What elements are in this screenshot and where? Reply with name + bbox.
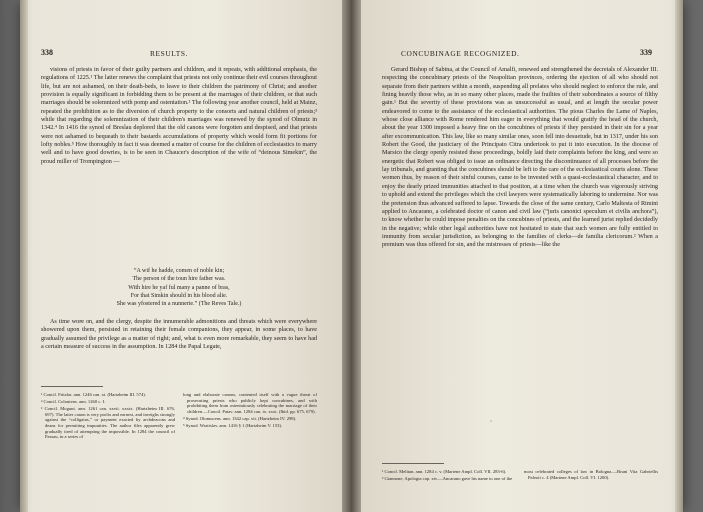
footnote-item: ⁴ Synod. Olomucens. ann. 1342 cap. vii. (Hartzheim IV. 298). (183, 415, 297, 421)
verse-line: “A wif he hadde, comen of noble kin; (133, 268, 225, 274)
footnote-item: most celebrated colleges of law in Bologna.—Bruni Vita Gabriellis Paleoti c. 4 (Martene Ampl. Coll. VI. 1200). (524, 469, 658, 480)
left-running-head: RESULTS. (150, 49, 188, 58)
footnote-item: ¹ Concil. Fritzlar. ann. 1246 can. xi. (Hartzheim III. 574). (41, 392, 146, 397)
book-gutter (342, 0, 361, 512)
footnote-item: ² Concil. Coloniens. ann. 1260 c. I. (41, 399, 106, 405)
footnote-item: ² Giannone, Apologia cap. xiv.—Ancarano gave his name to one of the (382, 476, 513, 482)
left-body-paragraph-2 (41, 318, 317, 351)
footnote-item: ¹ Concil. Melitan. ann. 1284 c. v. (Martene Ampl. Coll. VII. 283-6). (382, 469, 507, 474)
verse-line: The person of the toun hire father was. (132, 276, 226, 283)
right-body-paragraph-1 (382, 66, 658, 250)
left-paragraph-1-text: visions of priests in favor of their guilty partners and children, and it repeats, with additional emphasis, the regulations of 1225.¹ The latter renews the complaint that priests not only continue their evil courses throughout life, but are not ashamed, on their death-beds, to leave to their children the patrimony of Christ; and another provision is equally significant in forbidding them to be present at the marriages of their children, or that such marriages should be solemnized with pomp and ostentation.² The following year another council, held at Mainz, repeated the prohibition as to the diversion of church property to the consorts and natural children of priests;³ while that regarding the solemnization of their children's marriages was renewed by the synod of Olmutz in 1342.⁴ In 1416 the synod of Breslau deplored that the old canons were forgotten and despised, and that priests were not ashamed to bequeath to their bastards accumulations of property which would form fit portions for lofty nobles.⁵ How thoroughly in fact it was deemed a matter of course for the children of ecclesiastics to marry well and to have good dowries, is to be seen in Chaucer's description of the wife of “deinous Simekin”, the proud miller of Trompington — (41, 67, 317, 165)
paper-speck (490, 420, 492, 422)
right-page-edge (675, 0, 683, 512)
left-footnotes (41, 392, 317, 504)
verse-line: She was yfostered in a nunnerie.” (The Reves Tale.) (116, 301, 242, 308)
right-footnotes (382, 469, 658, 509)
footnote-item: long and elaborate canons, contented itself with a vague threat of prosecuting priests who publicly kept concubines, and with prohibiting them from ostentatiously celebrating the marriage of their children.—Concil. Patav. ann. 1284 can. ix. xxxi. (Ibid. pp. 675, 679). (183, 392, 317, 414)
right-paragraph-1-text: Gerard Bishop of Sabina, at the Council of Amalfi, renewed and strengthened the decretals of Alexander III. respecting the concubinary priests of the Neapolitan provinces, ordering the ejection of all who should not separate from their partners within a month, suspending all prelates who should neglect to enforce the rule, and fining heavily those who, as in so many other places, made the frailties of their subordinates a source of filthy gain.¹ But the severity of these provisions was as unsuccessful as usual, and at length the secular power endeavored to come to the assistance of the ecclesiastical authorities. The pious Charles the Lame of Naples, whose close alliance with Rome rendered him eager in everything that would gratify the head of the church, about the year 1300 imposed a heavy fine on the concubines of priests if they persisted in their sin for a year after excommunication. This law, like so many similar ones, soon fell into desuetude, but in 1317, under his son Robert the Good, the justiciary of the Principato Citra undertook to put it into execution. In the diocese of Marsico the clergy openly resisted these proceedings, boldly laid their complaints before the king, and were so energetic that Robert was obliged to issue an ordinance directing the discontinuance of all processes before the lay tribunals, and granting that the concubines should be left to the care of the ecclesiastical courts alone. These women thus, by reason of their sinful courses, came to be invested with a quasi-ecclesiastical character, and to enjoy the dearly prized immunities attached to that position, at a time when the church was vigorously striving to uphold and extend the privileges which the civil lawyers were systematically laboring to undermine. Nor was the pretension thus advanced suffered to lapse. Towards the close of the same century, Carlo Maltesta of Rimini applied to Ancarano, a celebrated doctor of canon and civil law (“juris canonici speculum et civilis anchora”), to know whether he could impose penalties on the concubines of priests, and the learned jurist replied decidedly in the negative; while other legal authorities have not hesitated to state that such women are fully entitled to immunity from secular jurisdiction, as belonging to the families of clerks—de familia clericorum.² When a premium was thus offered for sin, and the mistresses of priests—like the (382, 67, 658, 249)
right-page-folio: 339 (640, 48, 652, 57)
left-footnote-rule (41, 386, 103, 387)
left-paragraph-2-text: As time wore on, and the clergy, despite the innumerable admonitions and threats which were everywhere showered upon them, persisted in retaining their female companions, they appear, in some places, to have gradually assumed the privilege as a matter of right; and, what is even more remarkable, they seem to have had a certain measure of success in the assumption. In 1284 the Papal Legate, (41, 319, 317, 351)
left-verse-block (41, 267, 317, 308)
right-footnote-rule (382, 463, 444, 464)
right-running-head: CONCUBINAGE RECOGNIZED. (401, 49, 520, 58)
verse-line: For that Simkin should in his blood alie. (130, 292, 228, 299)
left-page-folio: 338 (41, 48, 53, 57)
footnote-item: ⁵ Synod. Wratislav. ann. 1416 § 1 (Hartzheim V. 153). (183, 422, 283, 428)
footnote-item: ³ Concil. Mogunt. ann. 1261 can. xxvii. xxxix. (Hartzheim III. 676, 697). The latter canon is very prolix and earnest, and inveighs strongly against the “colligatus,” or payment exacted by archdeacons and deans for permitting impunities. The author files apparently grew gradually tired of attempting the impossible. In 1284 the council of Passau, in a series of (41, 406, 175, 440)
open-book (20, 0, 683, 512)
left-page-edge (20, 0, 28, 512)
verse-line: With hire he yaf ful many a panne of bras, (128, 284, 230, 291)
left-body-paragraph-1 (41, 66, 317, 166)
